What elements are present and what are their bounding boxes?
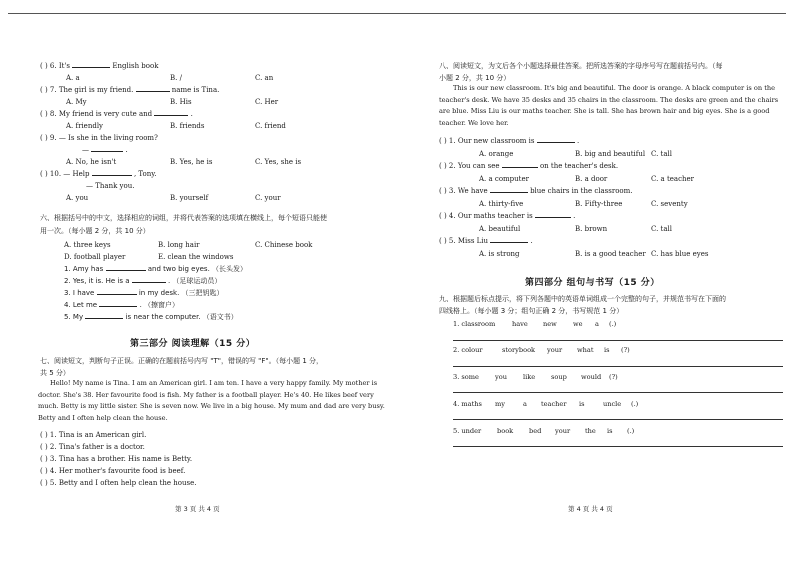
- s8-q4-text: Our maths teacher is: [457, 212, 533, 220]
- q9-answer-line: [82, 146, 128, 155]
- s6-item-3-blank: [97, 294, 137, 295]
- s9-r5-word: your: [555, 427, 571, 435]
- q10-option-c: C. your: [255, 194, 281, 202]
- q9-period: .: [125, 146, 128, 154]
- s8-q5-text: Miss Liu: [457, 237, 489, 245]
- q10-text: — Help: [63, 170, 90, 178]
- phrase-choice-e: E. clean the windows: [158, 253, 234, 261]
- s9-r5-word: the: [585, 427, 596, 435]
- page-4-footer: 第 4 页 共 4 页: [568, 505, 613, 513]
- s9-r3-word: 3. some: [453, 373, 479, 381]
- s8-q1-option-c: C. tall: [651, 150, 673, 158]
- phrase-choice-c: C. Chinese book: [255, 241, 313, 249]
- s8-q5-blank: [490, 242, 528, 243]
- s6-item-1-text: 1. Amy has: [64, 265, 104, 273]
- s7-statement-2: ( ) 2. Tina's father is a doctor.: [40, 443, 145, 451]
- s8-q3-option-a: A. thirty-five: [479, 200, 524, 208]
- s8-q1-blank: [537, 142, 575, 143]
- s6-item-2-hint: . （足球运动员）: [167, 277, 222, 285]
- s8-q3-option-c: C. seventy: [651, 200, 688, 208]
- s9-row-2-writing-line[interactable]: [453, 366, 783, 367]
- q10-reply: — Thank you.: [86, 182, 135, 190]
- s9-r4-word: uncle: [603, 400, 622, 408]
- s8-q4: [439, 212, 575, 221]
- q10-blank: [92, 175, 132, 176]
- page-3-footer: 第 3 页 共 4 页: [175, 505, 220, 513]
- q7-text-end: name is Tina.: [171, 86, 220, 94]
- q7-stem: [40, 86, 219, 95]
- q10-stem: [40, 170, 157, 179]
- s9-r5-word: is: [607, 427, 613, 435]
- s8-q2-option-a: A. a computer: [479, 175, 529, 183]
- q6-option-c: C. an: [255, 74, 274, 82]
- s6-item-5-blank: [85, 318, 123, 319]
- s9-row-4-writing-line[interactable]: [453, 419, 783, 420]
- s9-r5-word: bed: [529, 427, 542, 435]
- s8-q5-end: .: [530, 237, 533, 245]
- s6-item-5: [64, 313, 238, 322]
- s8-q5-option-c: C. has blue eyes: [651, 250, 709, 258]
- s9-r5-punct: (.): [627, 427, 635, 435]
- q9-stem: [40, 134, 158, 143]
- s9-r2-word: 2. colour: [453, 346, 483, 354]
- q9-question: — Is she in the living room?: [58, 134, 158, 142]
- q8-option-c: C. friend: [255, 122, 286, 130]
- s8-q1-option-b: B. big and beautiful: [575, 150, 646, 158]
- q9-option-c: C. Yes, she is: [255, 158, 302, 166]
- s9-r3-word: like: [523, 373, 536, 381]
- q6-text: It's: [58, 62, 70, 70]
- q9-option-a: A. No, he isn't: [66, 158, 117, 166]
- s7-statement-4: ( ) 4. Her mother's favourite food is beef.: [40, 467, 186, 475]
- q8-answer-paren: ( ) 8.: [40, 110, 57, 118]
- s6-item-1-hint: and two big eyes. （长头发）: [147, 265, 248, 273]
- s7-statement-1: ( ) 1. Tina is an American girl.: [40, 431, 147, 439]
- section-7-instructions-cont: 共 5 分）: [40, 369, 70, 377]
- s8-q2-paren: ( ) 2.: [439, 162, 456, 170]
- q6-answer-paren: ( ) 6.: [40, 62, 57, 70]
- s9-row-5-writing-line[interactable]: [453, 446, 783, 447]
- s8-q3-blank: [490, 192, 528, 193]
- s8-q4-blank: [535, 217, 571, 218]
- s8-q5-option-a: A. is strong: [479, 250, 520, 258]
- s8-q4-paren: ( ) 4.: [439, 212, 456, 220]
- s9-r2-punct: (?): [621, 346, 630, 354]
- s8-q1: [439, 137, 579, 146]
- s8-q2: [439, 162, 618, 171]
- q10-text-end: , Tony.: [133, 170, 157, 178]
- s8-q4-end: .: [573, 212, 576, 220]
- s9-r2-word: is: [604, 346, 610, 354]
- s9-r3-word: would: [581, 373, 602, 381]
- q8-option-b: B. friends: [170, 122, 205, 130]
- s9-r4-word: a: [523, 400, 527, 408]
- s8-q4-option-b: B. brown: [575, 225, 608, 233]
- s9-r4-punct: (.): [631, 400, 639, 408]
- s6-item-4-hint: . （擦窗户）: [139, 301, 180, 309]
- s7-statement-3: ( ) 3. Tina has a brother. His name is Betty.: [40, 455, 193, 463]
- s9-r1-word: have: [512, 320, 528, 328]
- q6-option-b: B. /: [170, 74, 182, 82]
- q7-answer-paren: ( ) 7.: [40, 86, 57, 94]
- q8-text-end: .: [190, 110, 193, 118]
- s9-r3-punct: (?): [609, 373, 618, 381]
- s8-q3-text: We have: [457, 187, 488, 195]
- s9-r2-word: your: [547, 346, 563, 354]
- s9-r1-word: we: [573, 320, 583, 328]
- s8-q3: [439, 187, 633, 196]
- s9-r3-word: you: [495, 373, 507, 381]
- s8-q4-option-a: A. beautiful: [479, 225, 521, 233]
- section-7-passage: Hello! My name is Tina. I am an American girl. I am ten. I have a very happy family. My mother is doctor. She's 38. Her favourite food is fish. My father is a football player. He's 40. He likes beef very much. Betty is my little sister. She is seven now. We live in a big house. My mum and dad are very busy. Betty and I often help clean the house.: [38, 379, 385, 422]
- s8-q2-text: You can see: [457, 162, 500, 170]
- s8-q3-paren: ( ) 3.: [439, 187, 456, 195]
- q10-option-b: B. yourself: [170, 194, 209, 202]
- phrase-choice-b: B. long hair: [158, 241, 200, 249]
- q6-stem: [40, 62, 158, 71]
- s9-r1-word: a: [595, 320, 599, 328]
- s6-item-2: [64, 277, 221, 286]
- s7-statement-5: ( ) 5. Betty and I often help clean the house.: [40, 479, 197, 487]
- q7-blank: [136, 91, 170, 92]
- phrase-choice-d: D. football player: [64, 253, 126, 261]
- s8-q1-end: .: [576, 137, 580, 145]
- s9-r4-word: teacher: [541, 400, 567, 408]
- q8-blank: [154, 115, 188, 116]
- s6-item-4: [64, 301, 179, 310]
- s9-row-3-writing-line[interactable]: [453, 392, 783, 393]
- q10-answer-paren: ( ) 10.: [40, 170, 62, 178]
- s8-q1-text: Our new classroom is: [457, 137, 535, 145]
- s6-item-2-text: 2. Yes, it is. He is a: [64, 277, 130, 285]
- q6-blank: [72, 67, 110, 68]
- section-8-instructions: 八、阅读短文，为文后各个小题选择最佳答案。把所选答案的字母序号写在题前括号内。（每: [439, 62, 723, 70]
- section-6-instructions: 六、根据括号中的中文，选择相应的词组，并将代表答案的选项填在横线上，每个短语只能使: [40, 214, 327, 222]
- part-3-heading: 第三部分 阅读理解（15 分）: [130, 339, 256, 349]
- s9-r4-word: my: [495, 400, 505, 408]
- section-8-instructions-cont: 小题 2 分，共 10 分）: [439, 74, 511, 82]
- part-4-heading: 第四部分 组句与书写（15 分）: [525, 278, 660, 288]
- q9-dash: —: [82, 146, 89, 154]
- s9-r1-punct: (.): [609, 320, 617, 328]
- q8-text: My friend is very cute and: [58, 110, 153, 118]
- s8-q3-end: blue chairs in the classroom.: [530, 187, 633, 195]
- s9-r5-word: book: [497, 427, 514, 435]
- s8-q2-option-b: B. a door: [575, 175, 608, 183]
- s8-q2-end: on the teacher's desk.: [539, 162, 619, 170]
- q9-blank: [91, 151, 123, 152]
- s8-q4-option-c: C. tall: [651, 225, 673, 233]
- s6-item-5-hint: is near the computer. （语文书）: [125, 313, 238, 321]
- s6-item-3-hint: in my desk. （三把钥匙）: [138, 289, 224, 297]
- s9-r1-word: new: [543, 320, 557, 328]
- s8-q5-paren: ( ) 5.: [439, 237, 456, 245]
- s9-r3-word: soup: [551, 373, 567, 381]
- s9-r5-word: 5. under: [453, 427, 482, 435]
- s9-r4-word: is: [579, 400, 585, 408]
- q9-option-b: B. Yes, he is: [170, 158, 213, 166]
- s6-item-1-blank: [106, 270, 146, 271]
- s6-item-3-text: 3. I have: [64, 289, 95, 297]
- s6-item-4-text: 4. Let me: [64, 301, 98, 309]
- q10-option-a: A. you: [66, 194, 89, 202]
- q6-option-a: A. a: [66, 74, 80, 82]
- q9-answer-paren: ( ) 9.: [40, 134, 57, 142]
- page-4: [397, 0, 794, 562]
- s8-q1-paren: ( ) 1.: [439, 137, 456, 145]
- s8-q3-option-b: B. Fifty-three: [575, 200, 623, 208]
- s6-item-3: [64, 289, 224, 298]
- s9-r2-word: what: [577, 346, 594, 354]
- s8-q5-option-b: B. is a good teacher: [575, 250, 646, 258]
- section-8-passage: This is our new classroom. It's big and beautiful. The door is orange. A black computer is on the teacher's desk. We have 35 desks and 35 chairs in the classroom. The desks are green and the chairs are blue. Miss Liu is our maths teacher. She is tall. She has brown hair and big eyes. She is a good teacher. We love her.: [439, 84, 779, 127]
- s6-item-2-blank: [132, 282, 166, 283]
- s9-r2-word: storybook: [502, 346, 536, 354]
- s9-row-1-writing-line[interactable]: [453, 340, 783, 341]
- s6-item-1: [64, 265, 247, 274]
- q7-option-c: C. Her: [255, 98, 279, 106]
- q6-text-end: English book: [112, 62, 159, 70]
- section-9-instructions-cont: 四线格上。（每小题 3 分；组句正确 2 分，书写规范 1 分）: [439, 307, 624, 315]
- section-6-instructions-cont: 用一次。（每小题 2 分，共 10 分）: [40, 227, 150, 235]
- s8-q5: [439, 237, 533, 246]
- s6-item-5-text: 5. My: [64, 313, 84, 321]
- s9-r4-word: 4. maths: [453, 400, 482, 408]
- s8-q2-option-c: C. a teacher: [651, 175, 695, 183]
- section-9-instructions: 九、根据题后标点提示，将下列各题中的英语单词组成一个完整的句子，并规范书写在下面的: [439, 295, 726, 303]
- q8-stem: [40, 110, 193, 119]
- section-7-instructions: 七、阅读短文，判断句子正误。正确的在题前括号内写 "T"，错误的写 "F"。（每小题 1 分，: [40, 357, 324, 365]
- s8-q1-option-a: A. orange: [479, 150, 514, 158]
- q7-option-a: A. My: [66, 98, 87, 106]
- s8-q2-blank: [502, 167, 538, 168]
- s6-item-4-blank: [99, 306, 137, 307]
- s9-r1-word: 1. classroom: [453, 320, 496, 328]
- q8-option-a: A. friendly: [66, 122, 104, 130]
- q7-text: The girl is my friend.: [58, 86, 134, 94]
- phrase-choice-a: A. three keys: [64, 241, 111, 249]
- q7-option-b: B. His: [170, 98, 192, 106]
